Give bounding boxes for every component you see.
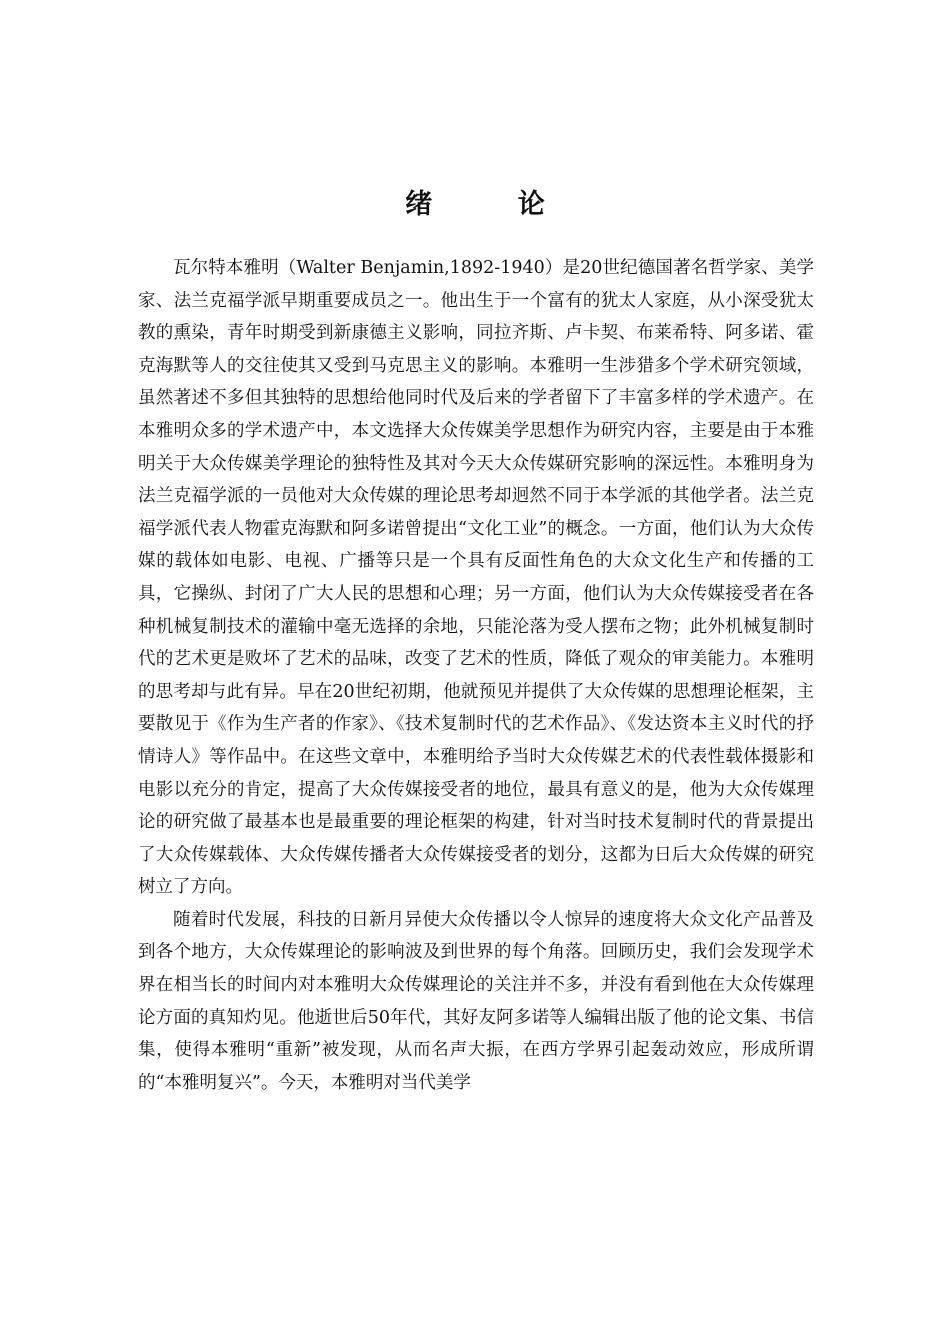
body-text [138, 252, 814, 1099]
chapter-title: 绪 论 [405, 189, 583, 220]
paragraph-1: 瓦尔特本雅明（Walter Benjamin,1892-1940）是20世纪德国著名哲学家、美学家、法兰克福学派早期重要成员之一。他出生于一个富有的犹太人家庭，从小深受犹太教的熏染，青年时期受到新康德主义影响，同拉齐斯、卢卡契、布莱希特、阿多诺、霍克海默等人的交往使其又受到马克思主义的影响。本雅明一生涉猎多个学术研究领域，虽然著述不多但其独特的思想给他同时代及后来的学者留下了丰富多样的学术遗产。在本雅明众多的学术遗产中，本文选择大众传媒美学思想作为研究内容，主要是由于本雅明关于大众传媒美学理论的独特性及其对今天大众传媒研究影响的深远性。本雅明身为法兰克福学派的一员他对大众传媒的理论思考却迥然不同于本学派的其他学者。法兰克福学派代表人物霍克海默和阿多诺曾提出“文化工业”的概念。一方面，他们认为大众传媒的载体如电影、电视、广播等只是一个具有反面性角色的大众文化生产和传播的工具，它操纵、封闭了广大人民的思想和心理；另一方面，他们认为大众传媒接受者在各种机械复制技术的灌输中毫无选择的余地，只能沦落为受人摆布之物；此外机械复制时代的艺术更是败坏了艺术的品味，改变了艺术的性质，降低了观众的审美能力。本雅明的思考却与此有异。早在20世纪初期，他就预见并提供了大众传媒的思想理论框架，主要散见于《作为生产者的作家》、《技术复制时代的艺术作品》、《发达资本主义时代的抒情诗人》等作品中。在这些文章中，本雅明给予当时大众传媒艺术的代表性载体摄影和电影以充分的肯定，提高了大众传媒接受者的地位，最具有意义的是，他为大众传媒理论的研究做了最基本也是最重要的理论框架的构建，针对当时技术复制时代的背景提出了大众传媒载体、大众传媒传播者大众传媒接受者的划分，这都为日后大众传媒的研究树立了方向。 [138, 258, 814, 898]
paragraph-2: 随着时代发展，科技的日新月异使大众传播以令人惊异的速度将大众文化产品普及到各个地方，大众传媒理论的影响波及到世界的每个角落。回顾历史，我们会发现学术界在相当长的时间内对本雅明大众传媒理论的关注并不多，并没有看到他在大众传媒理论方面的真知灼见。他逝世后50年代，其好友阿多诺等人编辑出版了他的论文集、书信集，使得本雅明“重新”被发现，从而名声大振，在西方学界引起轰动效应，形成所谓的“本雅明复兴”。今天，本雅明对当代美学 [138, 909, 814, 1093]
